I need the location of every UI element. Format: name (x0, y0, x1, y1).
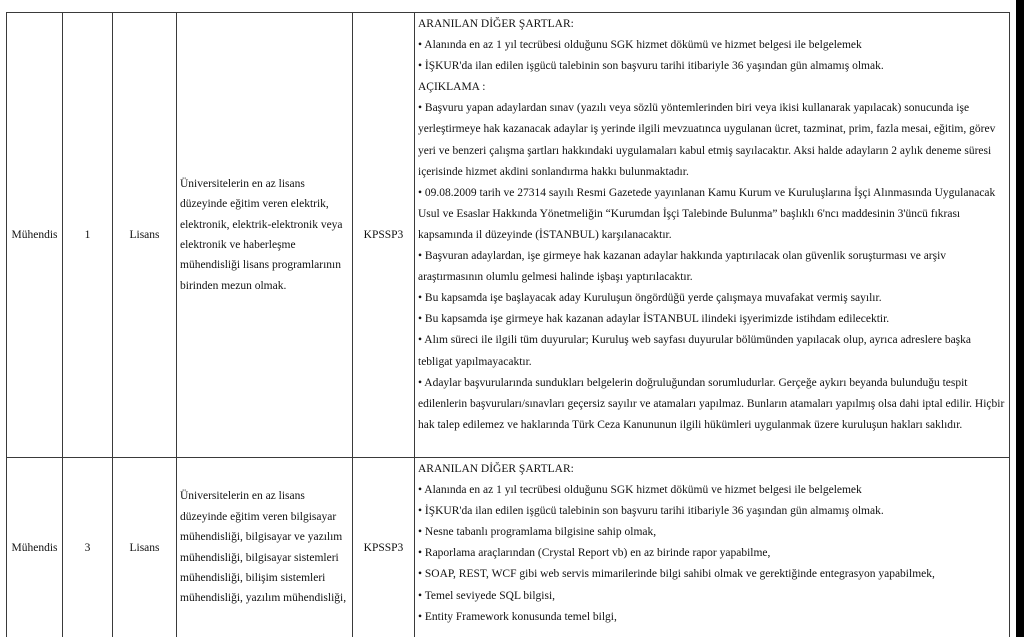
explanation-item: • Başvuru yapan adaylardan sınav (yazılı veya sözlü yöntemlerinden biri veya ikisi kullanarak yapılacak) sonucunda işe yerleştirmeye hak kazanacak adaylar iş yerinde ilgili mevzuatınca uygulanan ücret, tazminat, prim, fazla mesai, eğitim, görev yeri ve benzeri çalışma şartları hakkındaki uygulamaları kabul etmiş sayılacaktır. Aksi halde adayların 2 aylık deneme süresi içerisinde hizmet akdini sonlandırma hakkı bulunmaktadır. (418, 102, 996, 178)
requirement-item: • İŞKUR'da ilan edilen işgücü talebinin son başvuru tarihi itibariyle 36 yaşından gün almamış olmak. (418, 505, 884, 518)
position-count-cell: 1 (63, 13, 113, 458)
education-requirement-cell: Üniversitelerin en az lisans düzeyinde eğitim veren elektrik, elektronik, elektrik-elektronik veya elektronik ve haberleşme mühendisliği lisans programlarının birinden mezun olmak. (177, 13, 353, 458)
requirement-item: • Alanında en az 1 yıl tecrübesi olduğunu SGK hizmet dökümü ve hizmet belgesi ile belgelemek (418, 484, 862, 497)
position-title-cell: Mühendis (7, 458, 63, 637)
explanation-item: • Alım süreci ile ilgili tüm duyurular; Kuruluş web sayfası duyurular bölümünden yapılacak olup, ayrıca adreslere başka tebligat yapılmayacaktır. (418, 334, 971, 368)
explanation-item: • 09.08.2009 tarih ve 27314 sayılı Resmi Gazetede yayınlanan Kamu Kurum ve Kuruluşlarına İşçi Alınmasında Uygulanacak Usul ve Esaslar Hakkında Yönetmeliğin “Kurumdan İşçi Talebinde Bulunma” başlıklı 6'ncı maddesinin 3'üncü fıkrası kapsamında il düzeyinde (İSTANBUL) karşılanacaktır. (418, 186, 996, 241)
exam-type-cell: KPSSP3 (353, 458, 415, 637)
requirement-item: • Nesne tabanlı programlama bilgisine sahip olmak, (418, 526, 657, 539)
explanation-item: • Bu kapsamda işe başlayacak aday Kuruluşun öngördüğü yerde çalışmaya muvafakat vermiş sayılır. (418, 292, 882, 305)
requirements-heading: ARANILAN DİĞER ŞARTLAR: (418, 18, 574, 30)
requirement-item: • Alanında en az 1 yıl tecrübesi olduğunu SGK hizmet dökümü ve hizmet belgesi ile belgelemek (418, 39, 862, 52)
other-requirements-cell (415, 458, 1010, 637)
table-row (7, 458, 1010, 637)
education-level-cell: Lisans (113, 458, 177, 637)
explanation-item: • Adaylar başvurularında sundukları belgelerin doğruluğundan sorumludurlar. Gerçeğe aykırı beyanda bulunduğu tespit edilenlerin başvuruları/sınavları geçersiz sayılır ve atamaları yapılmaz. Bunların atamaları yapılmış olsa dahi iptal edilir. Hiçbir hak talep edilemez ve haklarında Türk Ceza Kanununun ilgili hükümleri uygulanmak üzere kuruluşun hakları saklıdır. (418, 376, 1005, 431)
explanation-item: • Bu kapsamda işe girmeye hak kazanan adaylar İSTANBUL ilindeki işyerimizde istihdam edilecektir. (418, 313, 890, 326)
other-requirements-cell (415, 13, 1010, 458)
requirement-item: • İŞKUR'da ilan edilen işgücü talebinin son başvuru tarihi itibariyle 36 yaşından gün almamış olmak. (418, 60, 884, 73)
requirement-item: • Entity Framework konusunda temel bilgi, (418, 610, 617, 623)
explanation-item: • Başvuran adaylardan, işe girmeye hak kazanan adaylar hakkında yaptırılacak olan güvenlik soruşturması ve arşiv araştırmasının olumlu gelmesi halinde işbaşı yaptırılacaktır. (418, 250, 947, 284)
exam-type-cell: KPSSP3 (353, 13, 415, 458)
requirement-item: • Raporlama araçlarından (Crystal Report vb) en az birinde rapor yapabilme, (418, 547, 771, 560)
requirement-item: • Temel seviyede SQL bilgisi, (418, 589, 556, 602)
education-requirement-cell: Üniversitelerin en az lisans düzeyinde eğitim veren bilgisayar mühendisliği, bilgisayar ve yazılım mühendisliği, bilgisayar sistemleri mühendisliği, bilişim sistemleri mühendisliği, yazılım mühendisliği, (177, 458, 353, 637)
table-row (7, 13, 1010, 458)
position-title-cell: Mühendis (7, 13, 63, 458)
position-count-cell: 3 (63, 458, 113, 637)
requirements-heading: ARANILAN DİĞER ŞARTLAR: (418, 463, 574, 475)
requirement-item: • SOAP, REST, WCF gibi web servis mimarilerinde bilgi sahibi olmak ve gerektiğinde entegrasyon yapabilmek, (418, 568, 935, 581)
job-postings-table (6, 12, 1010, 637)
education-level-cell: Lisans (113, 13, 177, 458)
explanation-heading: AÇIKLAMA : (418, 81, 486, 94)
